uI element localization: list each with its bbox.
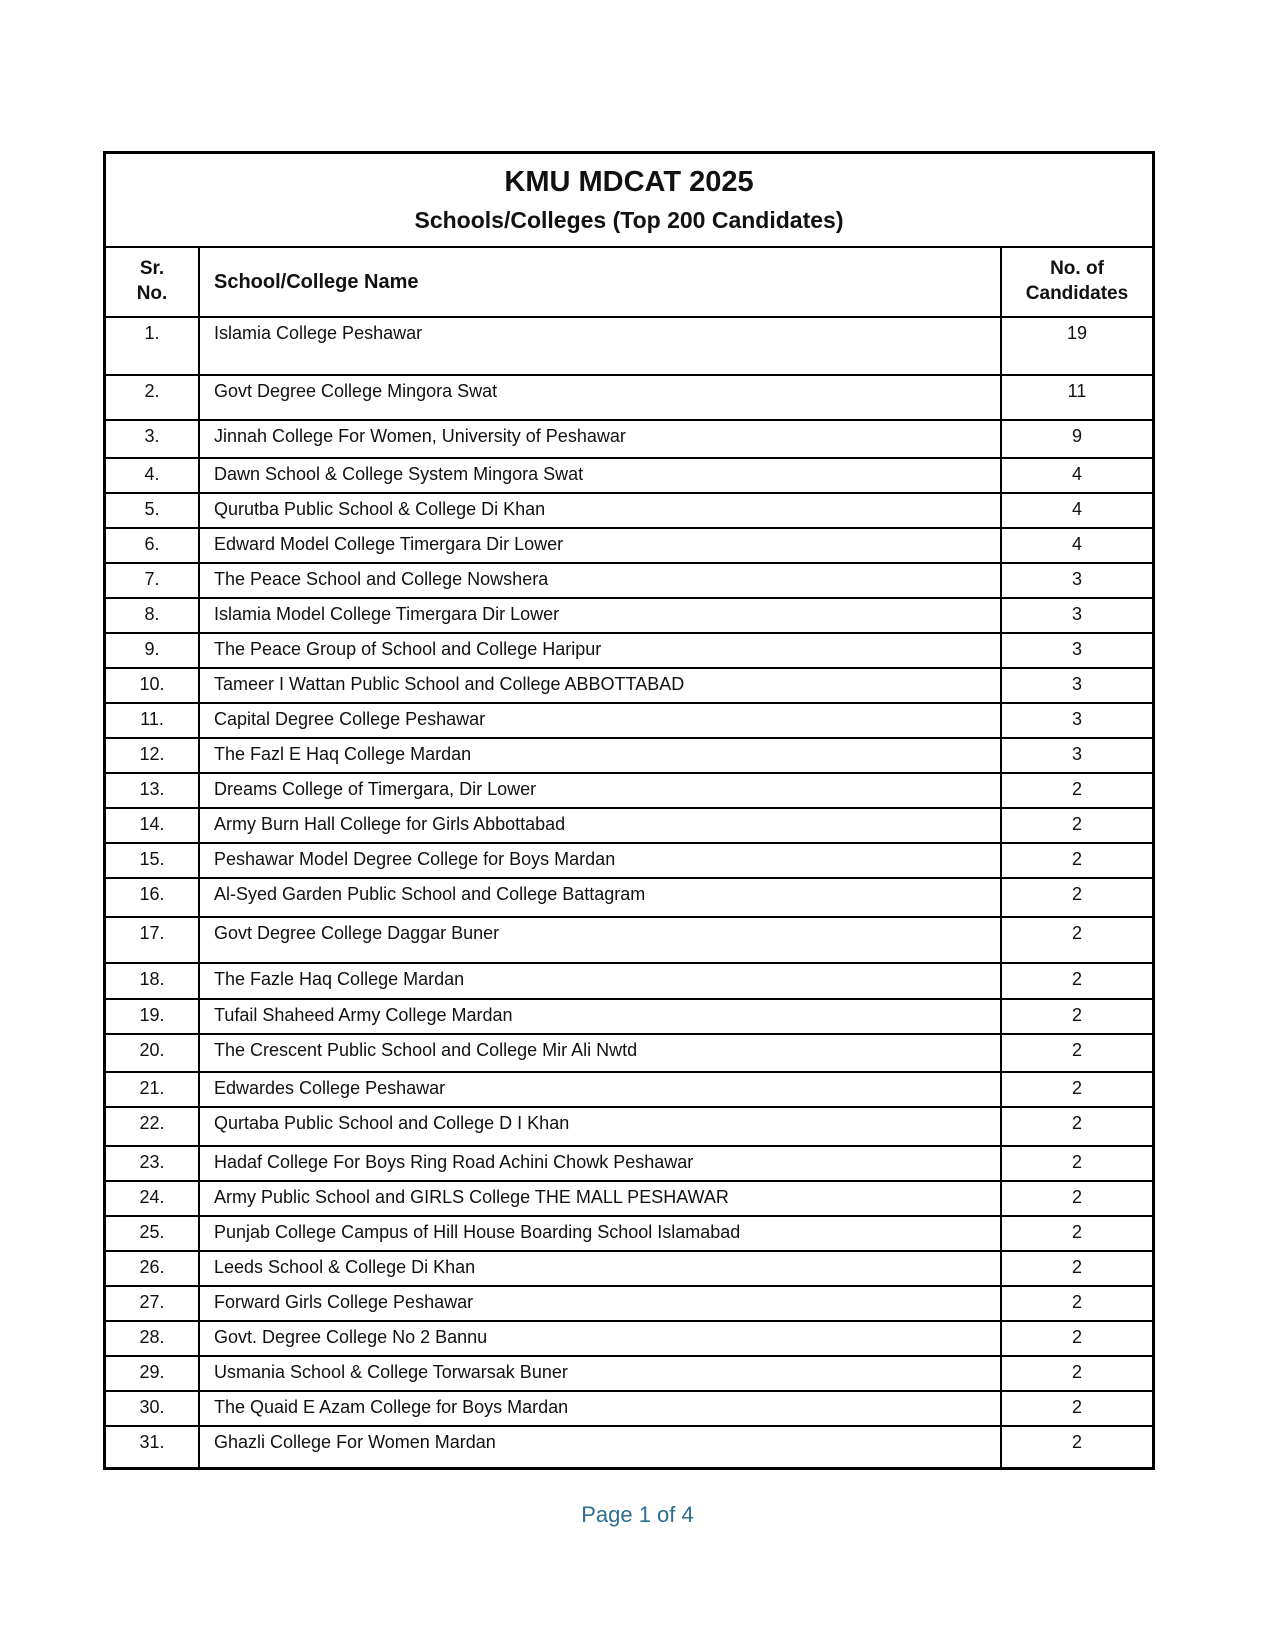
row-sr-no: 6. <box>144 534 160 554</box>
table-row <box>106 844 1152 879</box>
row-candidate-count: 2 <box>1071 849 1082 869</box>
table-row <box>106 634 1152 669</box>
row-school-name: Leeds School & College Di Khan <box>198 1252 1002 1285</box>
row-candidate-count: 11 <box>1067 381 1087 401</box>
row-candidate-count: 2 <box>1071 1292 1082 1312</box>
row-sr-no: 23. <box>139 1152 165 1172</box>
row-school-name: Edwardes College Peshawar <box>198 1073 1002 1106</box>
row-sr-no: 27. <box>139 1292 165 1312</box>
row-school-name: Islamia College Peshawar <box>198 318 1002 374</box>
row-school-name: Govt. Degree College No 2 Bannu <box>198 1322 1002 1355</box>
row-sr-no: 15. <box>139 849 165 869</box>
row-sr-no: 2. <box>144 381 160 401</box>
row-candidate-count: 4 <box>1071 464 1082 484</box>
table-row <box>106 964 1152 1000</box>
table-row <box>106 318 1152 376</box>
row-candidate-count: 2 <box>1071 1222 1082 1242</box>
row-school-name: Tameer I Wattan Public School and College ABBOTTABAD <box>198 669 1002 702</box>
row-school-name: Govt Degree College Mingora Swat <box>198 376 1002 419</box>
row-school-name: Hadaf College For Boys Ring Road Achini Chowk Peshawar <box>198 1147 1002 1180</box>
row-sr-no: 22. <box>139 1113 165 1133</box>
row-sr-no: 10. <box>139 674 165 694</box>
table-row <box>106 1252 1152 1287</box>
row-candidate-count: 3 <box>1071 674 1082 694</box>
row-school-name: The Quaid E Azam College for Boys Mardan <box>198 1392 1002 1425</box>
table-row <box>106 774 1152 809</box>
row-school-name: Peshawar Model Degree College for Boys Mardan <box>198 844 1002 877</box>
column-header-candidates-line2: Candidates <box>1025 283 1129 304</box>
row-candidate-count: 4 <box>1071 534 1082 554</box>
table-row <box>106 421 1152 459</box>
table-row <box>106 494 1152 529</box>
row-candidate-count: 19 <box>1066 323 1088 343</box>
row-candidate-count: 2 <box>1071 1432 1082 1452</box>
column-header-candidates-line1: No. of <box>1050 258 1104 280</box>
row-school-name: Dawn School & College System Mingora Swat <box>198 459 1002 492</box>
row-sr-no: 5. <box>144 499 160 519</box>
row-candidate-count: 2 <box>1071 1113 1082 1133</box>
column-header-school-name <box>198 248 1002 316</box>
row-sr-no: 21. <box>139 1078 165 1098</box>
row-sr-no: 24. <box>139 1187 165 1207</box>
row-sr-no: 30. <box>139 1397 165 1417</box>
table-row <box>106 1392 1152 1427</box>
row-sr-no: 18. <box>139 969 165 989</box>
row-sr-no: 31. <box>139 1432 165 1452</box>
row-candidate-count: 4 <box>1071 499 1082 519</box>
row-candidate-count: 2 <box>1071 1257 1082 1277</box>
table-row <box>106 1073 1152 1108</box>
row-sr-no: 26. <box>139 1257 165 1277</box>
table-row <box>106 1217 1152 1252</box>
row-sr-no: 20. <box>139 1040 165 1060</box>
row-candidate-count: 2 <box>1071 1040 1082 1060</box>
row-candidate-count: 2 <box>1071 1152 1082 1172</box>
row-candidate-count: 9 <box>1071 426 1082 446</box>
table-row <box>106 809 1152 844</box>
row-sr-no: 19. <box>139 1005 165 1025</box>
row-candidate-count: 2 <box>1071 884 1082 904</box>
table-row <box>106 1035 1152 1073</box>
row-sr-no: 17. <box>139 923 165 943</box>
row-school-name: Capital Degree College Peshawar <box>198 704 1002 737</box>
table-row <box>106 599 1152 634</box>
row-candidate-count: 3 <box>1071 744 1082 764</box>
row-candidate-count: 2 <box>1071 923 1082 943</box>
table-row <box>106 879 1152 918</box>
row-candidate-count: 2 <box>1071 1397 1082 1417</box>
row-sr-no: 11. <box>140 709 164 729</box>
table-row <box>106 1108 1152 1147</box>
table-row <box>106 529 1152 564</box>
table-row <box>106 1322 1152 1357</box>
table-row <box>106 1000 1152 1035</box>
document-title: KMU MDCAT 2025 <box>504 166 754 198</box>
row-school-name: The Peace Group of School and College Haripur <box>198 634 1002 667</box>
row-candidate-count: 2 <box>1071 1005 1082 1025</box>
row-school-name: Forward Girls College Peshawar <box>198 1287 1002 1320</box>
row-sr-no: 28. <box>139 1327 165 1347</box>
table-row <box>106 704 1152 739</box>
row-sr-no: 25. <box>139 1222 165 1242</box>
column-header-sr-line2: No. <box>136 283 168 304</box>
row-school-name: The Crescent Public School and College Mir Ali Nwtd <box>198 1035 1002 1071</box>
document-subtitle: Schools/Colleges (Top 200 Candidates) <box>414 207 844 233</box>
row-sr-no: 16. <box>139 884 165 904</box>
page-footer: Page 1 of 4 <box>581 1502 694 1527</box>
table-row <box>106 1287 1152 1322</box>
row-candidate-count: 2 <box>1071 1327 1082 1347</box>
table-row <box>106 918 1152 964</box>
row-school-name: The Peace School and College Nowshera <box>198 564 1002 597</box>
row-candidate-count: 3 <box>1071 709 1082 729</box>
table-row <box>106 564 1152 599</box>
row-sr-no: 8. <box>144 604 160 624</box>
row-school-name: Al-Syed Garden Public School and College Battagram <box>198 879 1002 916</box>
row-candidate-count: 3 <box>1071 604 1082 624</box>
row-school-name: Jinnah College For Women, University of Peshawar <box>198 421 1002 457</box>
table-body <box>106 318 1152 1467</box>
row-school-name: Govt Degree College Daggar Buner <box>198 918 1002 962</box>
row-sr-no: 1. <box>144 323 160 343</box>
row-school-name: The Fazl E Haq College Mardan <box>198 739 1002 772</box>
row-school-name: Usmania School & College Torwarsak Buner <box>198 1357 1002 1390</box>
row-school-name: Punjab College Campus of Hill House Boarding School Islamabad <box>198 1217 1002 1250</box>
row-candidate-count: 3 <box>1071 569 1082 589</box>
row-sr-no: 29. <box>139 1362 165 1382</box>
row-candidate-count: 2 <box>1071 1187 1082 1207</box>
table-row <box>106 739 1152 774</box>
column-header-sr-line1: Sr. <box>139 258 165 280</box>
table-row <box>106 459 1152 494</box>
table-row <box>106 1357 1152 1392</box>
row-sr-no: 12. <box>139 744 165 764</box>
row-candidate-count: 2 <box>1071 814 1082 834</box>
row-school-name: Edward Model College Timergara Dir Lower <box>198 529 1002 562</box>
table-row <box>106 1182 1152 1217</box>
row-school-name: Qurutba Public School & College Di Khan <box>198 494 1002 527</box>
column-header-school-name-label: School/College Name <box>214 270 419 293</box>
row-sr-no: 3. <box>144 426 160 446</box>
row-school-name: Islamia Model College Timergara Dir Lower <box>198 599 1002 632</box>
row-candidate-count: 2 <box>1071 969 1082 989</box>
row-sr-no: 4. <box>144 464 160 484</box>
table-header-row <box>106 248 1152 318</box>
column-header-candidates <box>1002 248 1152 316</box>
row-sr-no: 7. <box>144 569 160 589</box>
row-school-name: The Fazle Haq College Mardan <box>198 964 1002 998</box>
row-sr-no: 13. <box>139 779 165 799</box>
table-row <box>106 1147 1152 1182</box>
row-sr-no: 9. <box>144 639 160 659</box>
row-candidate-count: 2 <box>1071 1362 1082 1382</box>
candidates-table <box>103 151 1155 1470</box>
table-row <box>106 669 1152 704</box>
row-school-name: Army Burn Hall College for Girls Abbottabad <box>198 809 1002 842</box>
table-row <box>106 1427 1152 1467</box>
row-candidate-count: 3 <box>1071 639 1082 659</box>
row-candidate-count: 2 <box>1071 779 1082 799</box>
row-sr-no: 14. <box>139 814 165 834</box>
row-school-name: Tufail Shaheed Army College Mardan <box>198 1000 1002 1033</box>
row-school-name: Army Public School and GIRLS College THE MALL PESHAWAR <box>198 1182 1002 1215</box>
table-row <box>106 376 1152 421</box>
column-header-sr-no <box>106 248 198 316</box>
row-school-name: Dreams College of Timergara, Dir Lower <box>198 774 1002 807</box>
row-candidate-count: 2 <box>1071 1078 1082 1098</box>
table-title-block <box>106 154 1152 248</box>
row-school-name: Qurtaba Public School and College D I Khan <box>198 1108 1002 1145</box>
row-school-name: Ghazli College For Women Mardan <box>198 1427 1002 1467</box>
